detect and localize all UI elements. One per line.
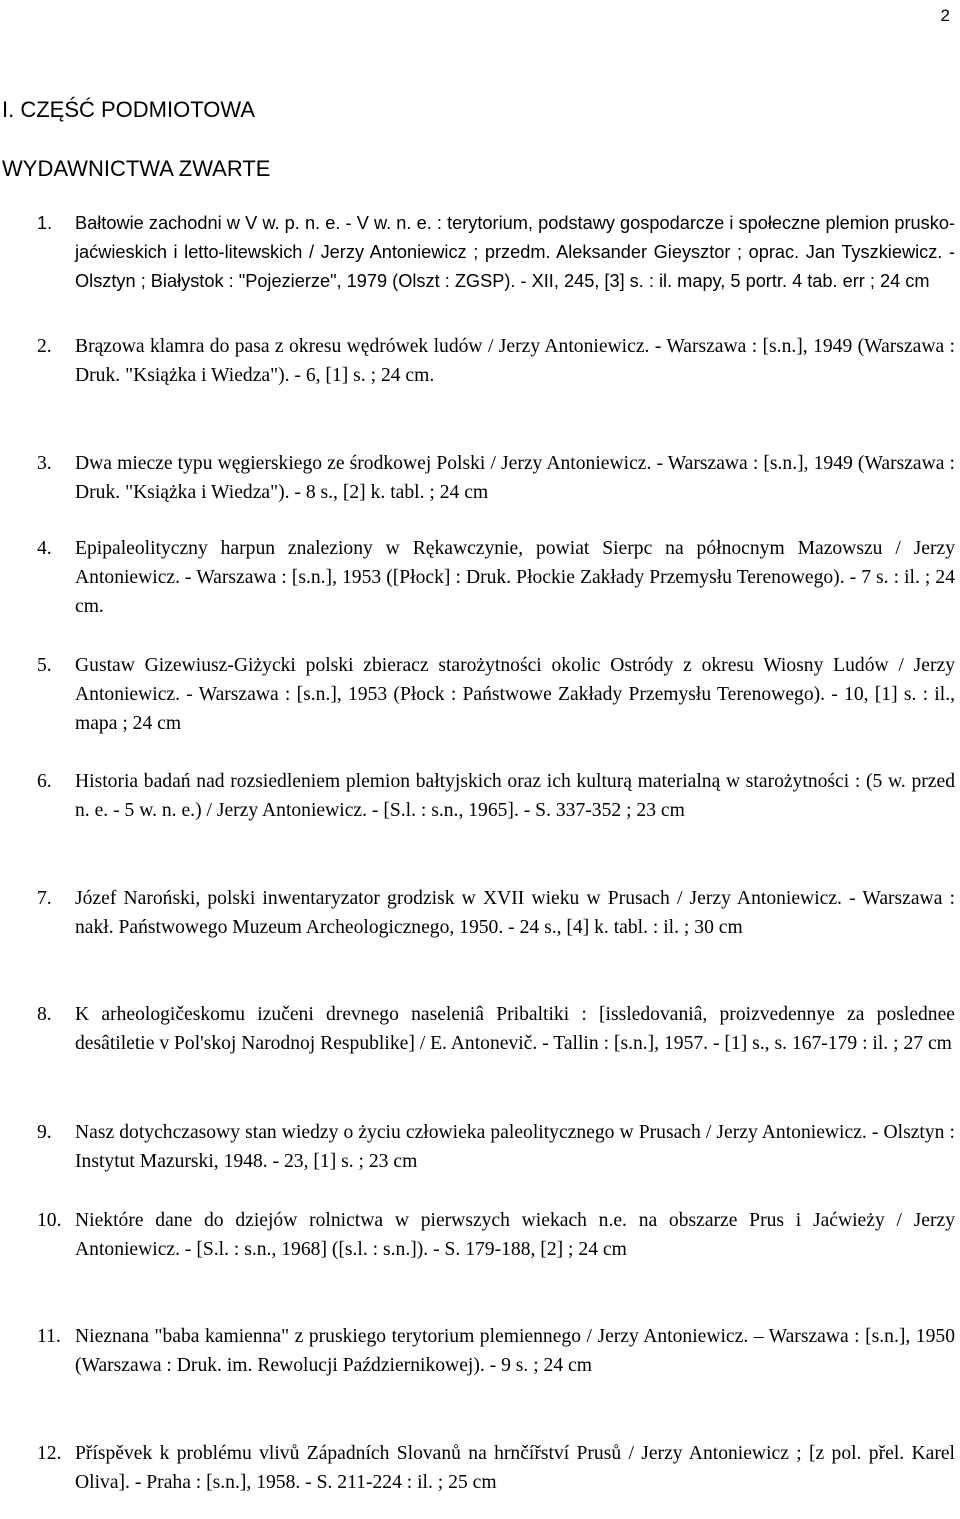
entry-text: K arheologičeskomu izučeni drevnego naseleniâ Pribaltiki : [issledovaniâ, proizvedennye za poslednee desâtiletie v Pol'skoj Narodnoj Respublike] / E. Antonevič. - Tallin : [s.n.], 1957. - [1] s., s. 167-179 : il. ; 27 cm [75,1004,955,1054]
entry-number: 8. [37,1004,52,1025]
entry-text: Dwa miecze typu węgierskiego ze środkowej Polski / Jerzy Antoniewicz. - Warszawa : [s.n.], 1949 (Warszawa : Druk. "Książka i Wiedza"). - 8 s., [2] k. tabl. ; 24 cm [75,453,955,503]
entry-number: 9. [37,1122,52,1143]
entry-number: 6. [37,771,52,792]
bibliography-entry [37,1206,955,1264]
entry-text: Niektóre dane do dziejów rolnictwa w pierwszych wiekach n.e. na obszarze Prus i Jaćwieży / Jerzy Antoniewicz. - [S.l. : s.n., 1968] ([s.l. : s.n.]). - S. 179-188, [2] ; 24 cm [75,1210,955,1260]
bibliography-entry [37,767,955,825]
part-heading: I. CZĘŚĆ PODMIOTOWA [2,97,256,122]
entry-number: 5. [37,655,52,676]
bibliography-entry [37,1439,955,1497]
page-number: 2 [940,6,950,25]
entry-number: 3. [37,453,52,474]
bibliography-entry [37,1322,955,1380]
entry-text: Příspěvek k problému vlivů Západních Slovanů na hrnčířství Prusů / Jerzy Antoniewicz ; [z pol. přel. Karel Oliva]. - Praha : [s.n.], 1958. - S. 211-224 : il. ; 25 cm [75,1443,955,1493]
entry-text: Brązowa klamra do pasa z okresu wędrówek ludów / Jerzy Antoniewicz. - Warszawa : [s.n.], 1949 (Warszawa : Druk. "Książka i Wiedza"). - 6, [1] s. ; 24 cm. [75,336,955,386]
entry-number: 4. [37,538,52,559]
bibliography-entry [37,332,955,390]
entry-number: 11. [37,1326,61,1347]
entry-number: 12. [37,1443,62,1464]
entry-number: 1. [37,213,53,233]
bibliography-entry [37,651,955,738]
entry-text: Nieznana "baba kamienna" z pruskiego terytorium plemiennego / Jerzy Antoniewicz. – Warszawa : [s.n.], 1950 (Warszawa : Druk. im. Rewolucji Październikowej). - 9 s. ; 24 cm [75,1326,955,1376]
entry-text: Józef Naroński, polski inwentaryzator grodzisk w XVII wieku w Prusach / Jerzy Antoniewicz. - Warszawa : nakł. Państwowego Muzeum Archeologicznego, 1950. - 24 s., [4] k. tabl. : il. ; 30 cm [75,888,955,938]
entry-text: Gustaw Gizewiusz-Giżycki polski zbieracz starożytności okolic Ostródy z okresu Wiosny Ludów / Jerzy Antoniewicz. - Warszawa : [s.n.], 1953 (Płock : Państwowe Zakłady Przemysłu Terenowego). - 10, [1] s. : il., mapa ; 24 cm [75,655,955,734]
entry-text: Historia badań nad rozsiedleniem plemion bałtyjskich oraz ich kulturą materialną w starożytności : (5 w. przed n. e. - 5 w. n. e.) / Jerzy Antoniewicz. - [S.l. : s.n., 1965]. - S. 337-352 ; 23 cm [75,771,955,821]
bibliography-entry [37,209,955,296]
section-heading: WYDAWNICTWA ZWARTE [2,156,271,181]
entry-text: Nasz dotychczasowy stan wiedzy o życiu człowieka paleolitycznego w Prusach / Jerzy Antoniewicz. - Olsztyn : Instytut Mazurski, 1948. - 23, [1] s. ; 23 cm [75,1122,955,1172]
entry-number: 10. [37,1210,62,1231]
entry-text: Bałtowie zachodni w V w. p. n. e. - V w. n. e. : terytorium, podstawy gospodarcze i społeczne plemion prusko-jaćwieskich i letto-litewskich / Jerzy Antoniewicz ; przedm. Aleksander Gieysztor ; oprac. Jan Tyszkiewicz. - Olsztyn ; Białystok : "Pojezierze", 1979 (Olszt : ZGSP). - XII, 245, [3] s. : il. mapy, 5 portr. 4 tab. err ; 24 cm [75,213,955,291]
entry-number: 7. [37,888,52,909]
bibliography-entry [37,1000,955,1058]
bibliography-entry [37,534,955,621]
bibliography-entry [37,884,955,942]
bibliography-entry [37,449,955,507]
entry-number: 2. [37,336,52,357]
bibliography-entry [37,1118,955,1176]
entry-text: Epipaleolityczny harpun znaleziony w Rękawczynie, powiat Sierpc na północnym Mazowszu / Jerzy Antoniewicz. - Warszawa : [s.n.], 1953 ([Płock] : Druk. Płockie Zakłady Przemysłu Terenowego). - 7 s. : il. ; 24 cm. [75,538,955,617]
